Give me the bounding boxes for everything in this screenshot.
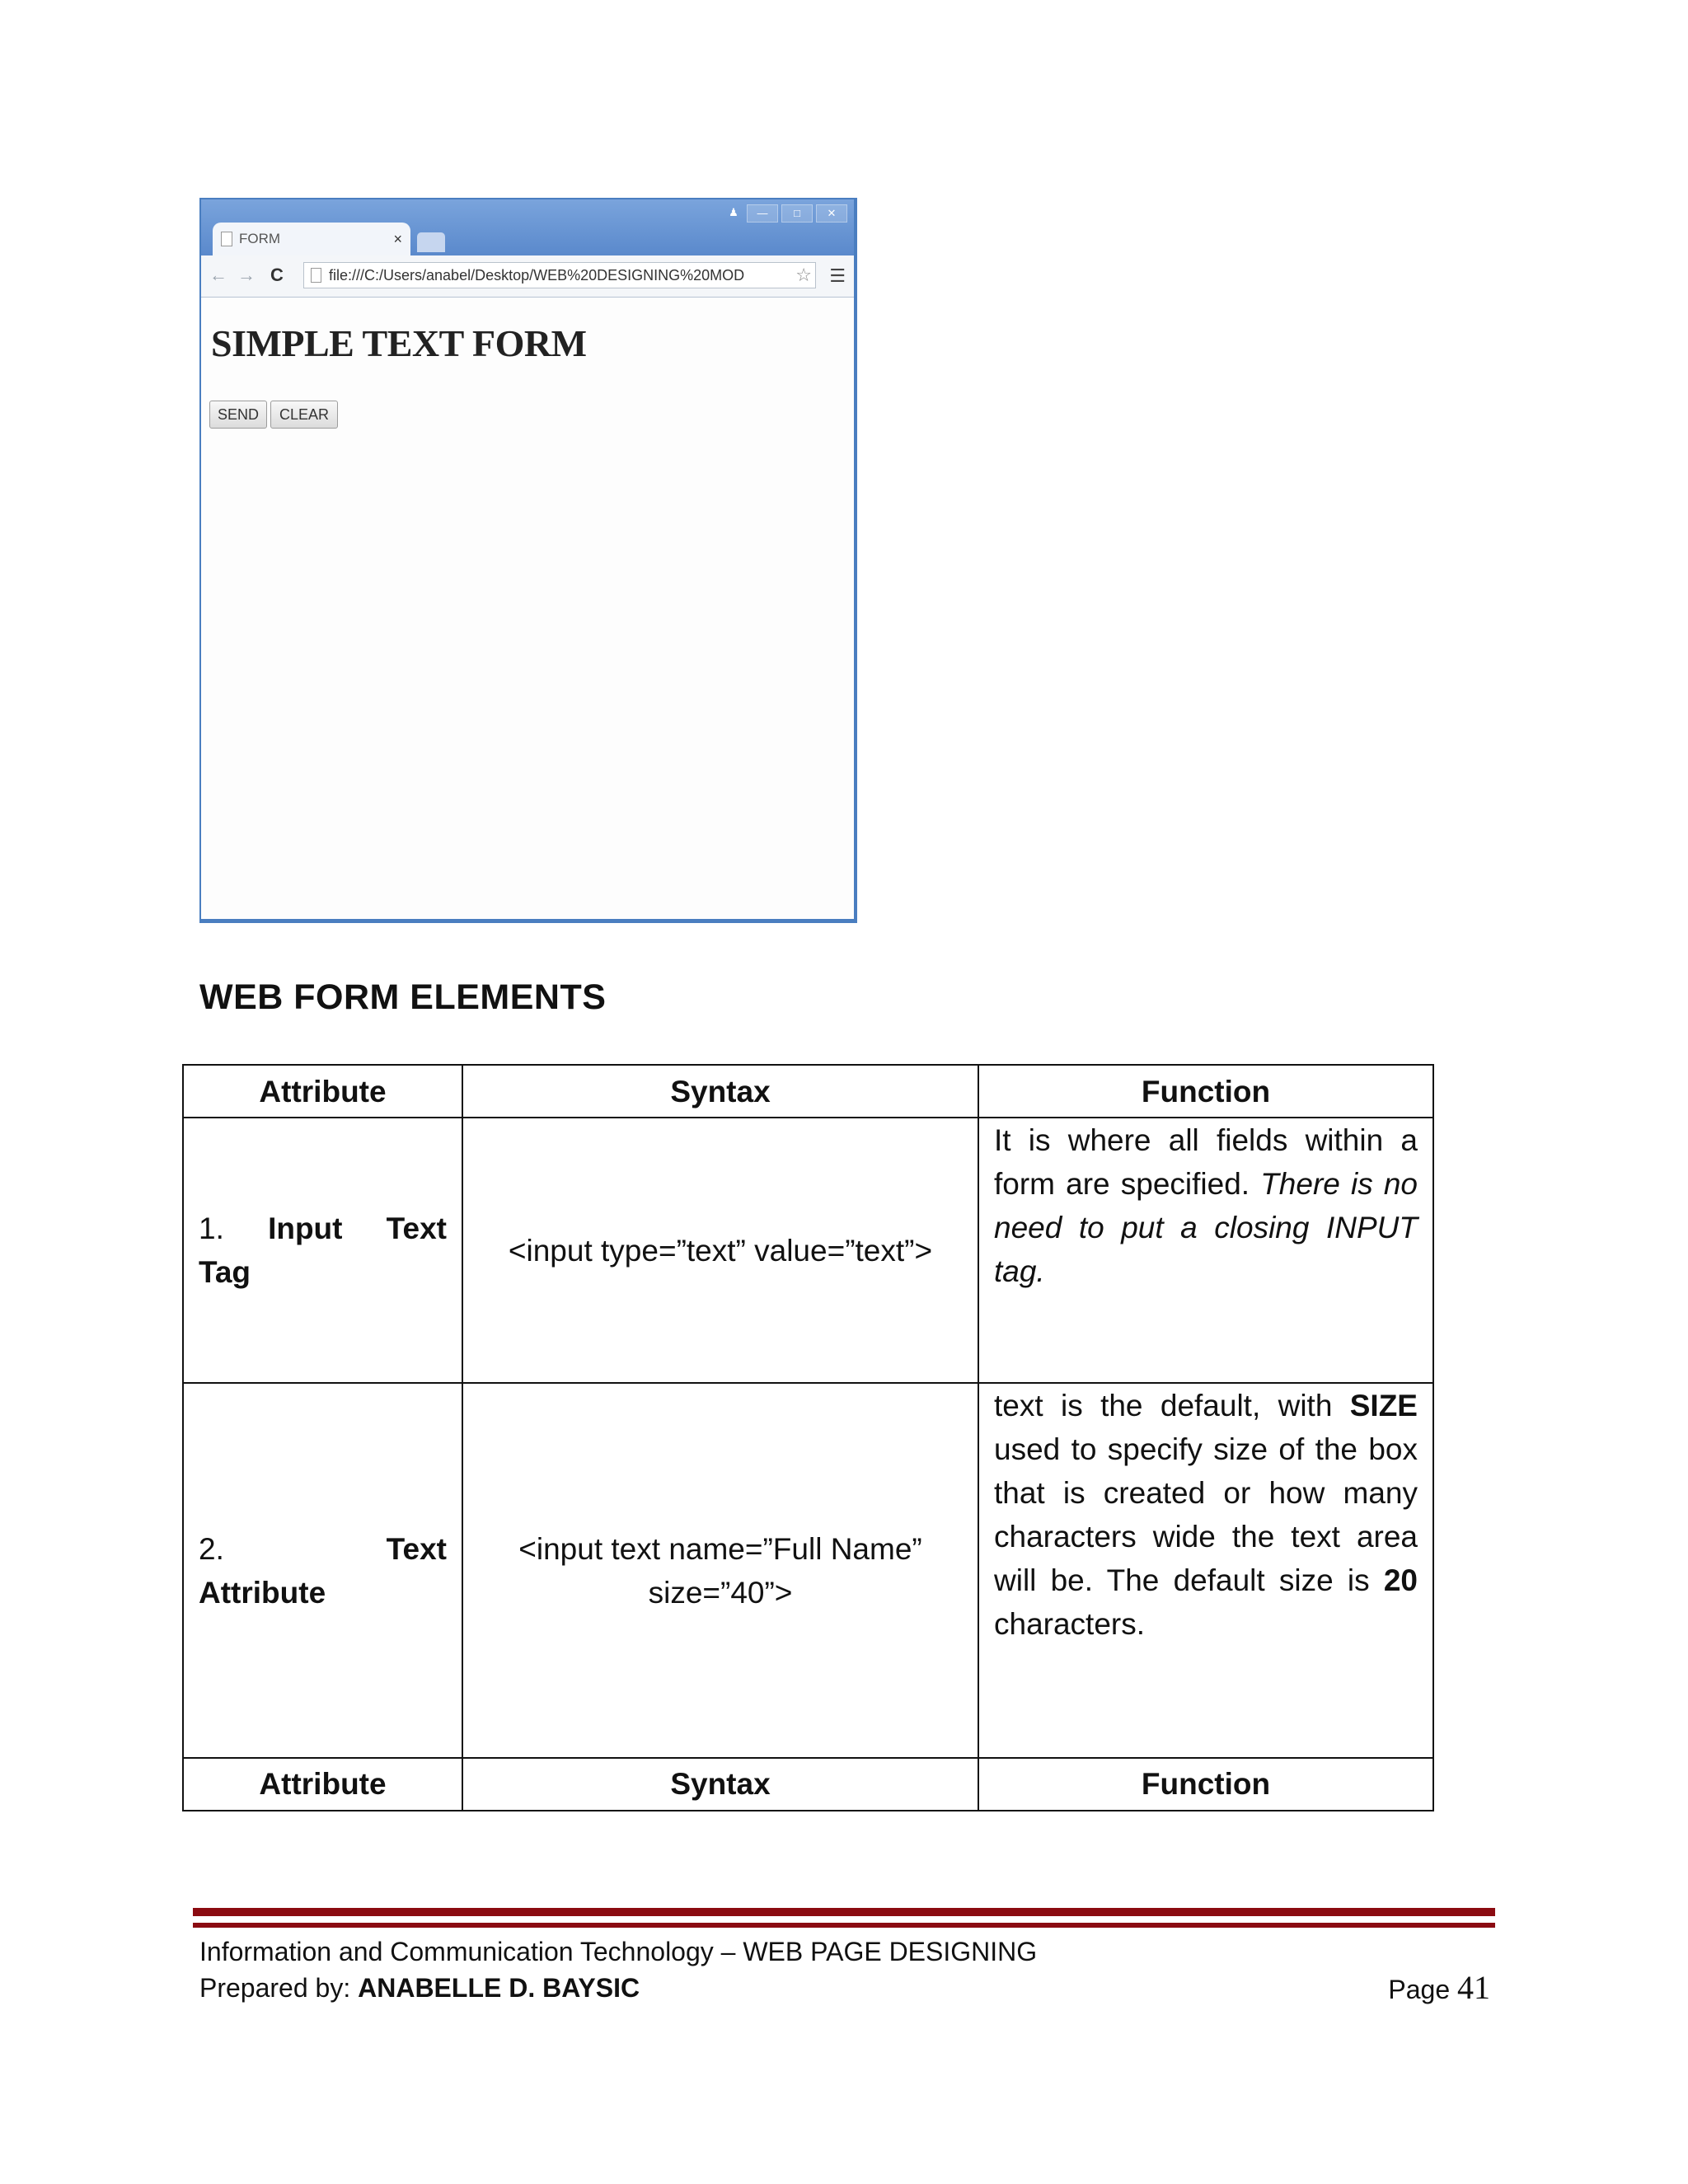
item-number: 1. [199,1212,224,1246]
browser-titlebar [201,199,854,255]
syntax-text: <input type=”text” value=”text”> [508,1233,933,1268]
function-text: It is where all fields within a form are specified. [994,1123,1418,1202]
header-function: Function [978,1065,1433,1118]
minimize-icon[interactable]: — [747,204,778,223]
footer-rule [193,1923,1495,1928]
author-name: ANABELLE D. BAYSIC [358,1973,640,2003]
window-controls [724,204,847,223]
syntax-text: size=”40”> [648,1575,793,1610]
tab-title: FORM [239,231,281,246]
browser-tab[interactable] [213,223,410,255]
syntax-text: <input text name=”Full Name” [518,1531,922,1566]
form-elements-table [182,1064,1434,1811]
function-cell [978,1383,1433,1758]
attribute-cell [183,1383,462,1758]
forward-icon[interactable]: → [237,265,256,285]
table-row [183,1118,1433,1383]
page-number [1388,1968,1490,2007]
address-bar[interactable] [303,262,816,288]
attribute-word: Text [386,1212,448,1246]
attribute-cell [183,1118,462,1383]
attribute-word: Attribute [199,1575,326,1610]
address-url: file:///C:/Users/anabel/Desktop/WEB%20DESIGNING%20MOD [329,267,745,284]
file-icon [311,268,321,283]
table-row [183,1383,1433,1758]
browser-screenshot [199,198,857,923]
user-icon[interactable]: ♟ [729,206,738,218]
function-keyword: SIZE [1349,1389,1418,1423]
attribute-line [199,1250,447,1294]
page-heading: SIMPLE TEXT FORM [211,322,587,364]
header-attribute: Attribute [183,1065,462,1118]
clear-button[interactable]: CLEAR [270,401,338,429]
footer-prepared-by [199,1973,640,2004]
maximize-icon[interactable]: □ [781,204,813,223]
attribute-word: Tag [199,1255,251,1290]
tab-close-icon[interactable]: × [393,230,402,247]
prepared-label: Prepared by: [199,1973,359,2003]
syntax-cell [462,1383,978,1758]
bookmark-star-icon[interactable]: ☆ [794,263,812,288]
attribute-word: Input [268,1212,343,1246]
table-header-row [183,1065,1433,1118]
attribute-line [199,1571,447,1615]
browser-toolbar [201,255,854,298]
footer-course-title: Information and Communication Technology – WEB PAGE DESIGNING [199,1937,1038,1966]
page-icon [221,232,232,246]
function-keyword: 20 [1383,1563,1418,1598]
back-icon[interactable]: ← [209,265,227,285]
footer-attribute: Attribute [183,1758,462,1811]
table-footer-row [183,1758,1433,1811]
reload-icon[interactable]: C [270,265,284,285]
header-syntax: Syntax [462,1065,978,1118]
page-number-value: 41 [1457,1969,1490,2006]
function-note: There is no need to put a closing INPUT tag. [994,1167,1418,1289]
close-window-icon[interactable]: ✕ [816,204,847,223]
menu-icon[interactable]: ☰ [829,265,846,286]
footer-rule [193,1908,1495,1916]
item-number: 2. [199,1531,224,1566]
new-tab-button[interactable] [417,232,445,252]
function-text: characters. [994,1607,1146,1642]
function-text: used to specify size of the box that is created or how many characters wide the text area will be. The default size is [994,1432,1418,1598]
section-title: WEB FORM ELEMENTS [199,977,607,1017]
footer-function: Function [978,1758,1433,1811]
footer-syntax: Syntax [462,1758,978,1811]
attribute-line [199,1207,447,1250]
attribute-word: Text [386,1531,447,1566]
page-label: Page [1388,1975,1457,2004]
send-button[interactable]: SEND [209,401,267,429]
function-cell [978,1118,1433,1383]
function-text: text is the default, with [994,1389,1350,1423]
attribute-line [199,1527,447,1571]
syntax-cell [462,1118,978,1383]
